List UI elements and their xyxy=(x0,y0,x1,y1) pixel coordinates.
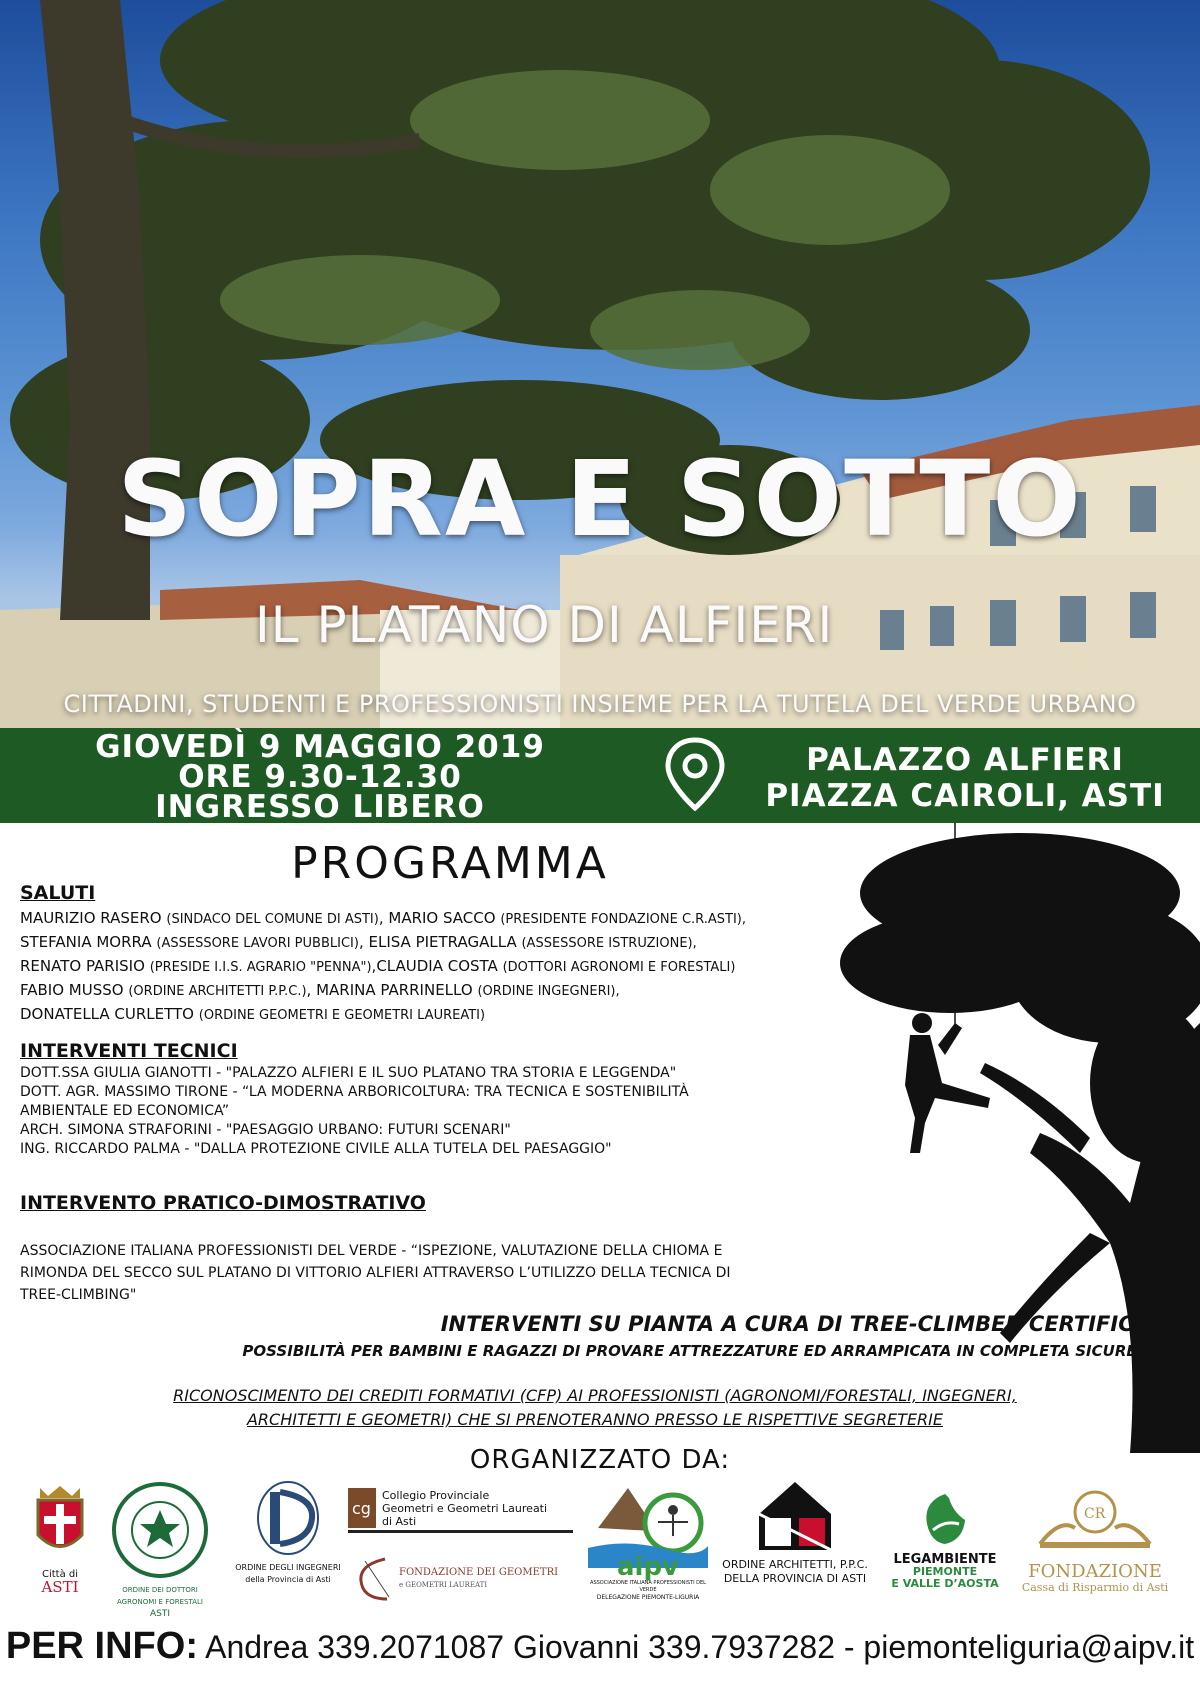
fondazione-cr-asti-logo-icon: CR FONDAZIONE Cassa di Risparmio di Asti xyxy=(1010,1478,1180,1594)
pratico-list xyxy=(20,1240,920,1306)
list-item: DOTT. AGR. MASSIMO TIRONE - “LA MODERNA ARBORICOLTURA: TRA TECNICA E SOSTENIBILITÀ xyxy=(20,1084,689,1100)
highlight-kids-activity: POSSIBILITÀ PER BAMBINI E RAGAZZI DI PROVARE ATTREZZATURE ED ARRAMPICATA IN COMPLETA SICUREZZA xyxy=(242,1342,1170,1360)
ordine-architetti-logo-icon: ORDINE ARCHITETTI, P.P.C. DELLA PROVINCIA DI ASTI xyxy=(715,1478,875,1586)
list-item: TREE-CLIMBING" xyxy=(20,1287,137,1303)
event-when xyxy=(0,729,640,825)
location-pin-icon xyxy=(660,736,730,816)
cfp-notice: RICONOSCIMENTO DEI CREDITI FORMATIVI (CFP) AI PROFESSIONISTI (AGRONOMI/FORESTALI, INGEGNERI, ARCHITETTI E GEOMETRI) CHE SI PRENOTERANNO PRESSO LE RISPETTIVE SEGRETERIE xyxy=(173,1386,1017,1429)
event-venue: PALAZZO ALFIERI xyxy=(806,742,1124,778)
citta-di-asti-crest-icon: Città di ASTI xyxy=(20,1480,100,1593)
event-tagline: CITTADINI, STUDENTI E PROFESSIONISTI INSIEME PER LA TUTELA DEL VERDE URBANO xyxy=(63,690,1137,718)
list-item: RIMONDA DEL SECCO SUL PLATANO DI VITTORIO ALFIERI ATTRAVERSO L’UTILIZZO DELLA TECNICA DI xyxy=(20,1265,731,1281)
organizers-heading: ORGANIZZATO DA: xyxy=(469,1445,731,1475)
tecnici-list xyxy=(20,1064,920,1159)
ordine-ingegneri-logo-icon: ORDINE DEGLI INGEGNERI della Provincia di Asti xyxy=(228,1478,348,1586)
program-heading: PROGRAMMA xyxy=(291,838,609,889)
collegio-geometri-logo-icon: cg Collegio Provinciale Geometri e Geometri Laureati di Asti xyxy=(348,1488,573,1533)
list-item: MAURIZIO RASERO (SINDACO DEL COMUNE DI ASTI), MARIO SACCO (PRESIDENTE FONDAZIONE C.R.ASTI), xyxy=(20,909,747,927)
svg-text:CR: CR xyxy=(1084,1506,1106,1522)
list-item: AMBIENTALE ED ECONOMICA” xyxy=(20,1103,230,1119)
list-item: ASSOCIAZIONE ITALIANA PROFESSIONISTI DEL VERDE - “ISPEZIONE, VALUTAZIONE DELLA CHIOMA E xyxy=(20,1243,723,1259)
tecnici-heading: INTERVENTI TECNICI xyxy=(20,1040,238,1062)
contact-info xyxy=(0,1625,1200,1668)
hero-photo xyxy=(0,0,1200,730)
saluti-heading: SALUTI xyxy=(20,882,96,904)
highlight-tree-climbers: INTERVENTI SU PIANTA A CURA DI TREE-CLIMBER CERTIFICATI xyxy=(440,1312,1170,1336)
event-subtitle: IL PLATANO DI ALFIERI xyxy=(255,596,834,654)
legambiente-logo-icon: LEGAMBIENTE PIEMONTE E VALLE D’AOSTA xyxy=(880,1490,1010,1590)
event-where xyxy=(740,742,1190,814)
list-item: RENATO PARISIO (PRESIDE I.I.S. AGRARIO "PENNA"),CLAUDIA COSTA (DOTTORI AGRONOMI E FORESTALI) xyxy=(20,957,736,975)
pratico-heading: INTERVENTO PRATICO-DIMOSTRATIVO xyxy=(20,1192,426,1214)
event-date: GIOVEDÌ 9 MAGGIO 2019 xyxy=(95,729,545,765)
event-info-band xyxy=(0,728,1200,823)
fondazione-geometri-logo-icon: FONDAZIONE DEI GEOMETRI e GEOMETRI LAUREATI xyxy=(355,1555,575,1603)
saluti-list xyxy=(20,907,920,1027)
svg-text:cg: cg xyxy=(352,1499,371,1518)
list-item: ING. RICCARDO PALMA - "DALLA PROTEZIONE CIVILE ALLA TUTELA DEL PAESAGGIO" xyxy=(20,1141,612,1157)
info-label: PER INFO: xyxy=(5,1625,198,1667)
info-contacts: Andrea 339.2071087 Giovanni 339.7937282 - piemonteliguria@aipv.it xyxy=(205,1629,1195,1665)
aipv-logo-icon: aipv ASSOCIAZIONE ITALIANA PROFESSIONISTI DEL VERDE DELEGAZIONE PIEMONTE-LIGURIA xyxy=(583,1478,713,1601)
list-item: ARCH. SIMONA STRAFORINI - "PAESAGGIO URBANO: FUTURI SCENARI" xyxy=(20,1122,511,1138)
event-address: PIAZZA CAIROLI, ASTI xyxy=(765,778,1165,814)
list-item: STEFANIA MORRA (ASSESSORE LAVORI PUBBLICI), ELISA PIETRAGALLA (ASSESSORE ISTRUZIONE), xyxy=(20,933,697,951)
event-entry: INGRESSO LIBERO xyxy=(155,789,485,825)
list-item: DONATELLA CURLETTO (ORDINE GEOMETRI E GEOMETRI LAUREATI) xyxy=(20,1005,486,1023)
list-item: DOTT.SSA GIULIA GIANOTTI - "PALAZZO ALFIERI E IL SUO PLATANO TRA STORIA E LEGGENDA" xyxy=(20,1065,677,1081)
event-title: SOPRA E SOTTO xyxy=(117,438,1083,560)
list-item: FABIO MUSSO (ORDINE ARCHITETTI P.P.C.), MARINA PARRINELLO (ORDINE INGEGNERI), xyxy=(20,981,620,999)
ordine-agronomi-seal-icon: ORDINE DEI DOTTORI AGRONOMI E FORESTALI ASTI xyxy=(110,1480,210,1620)
event-time: ORE 9.30-12.30 xyxy=(178,759,462,795)
